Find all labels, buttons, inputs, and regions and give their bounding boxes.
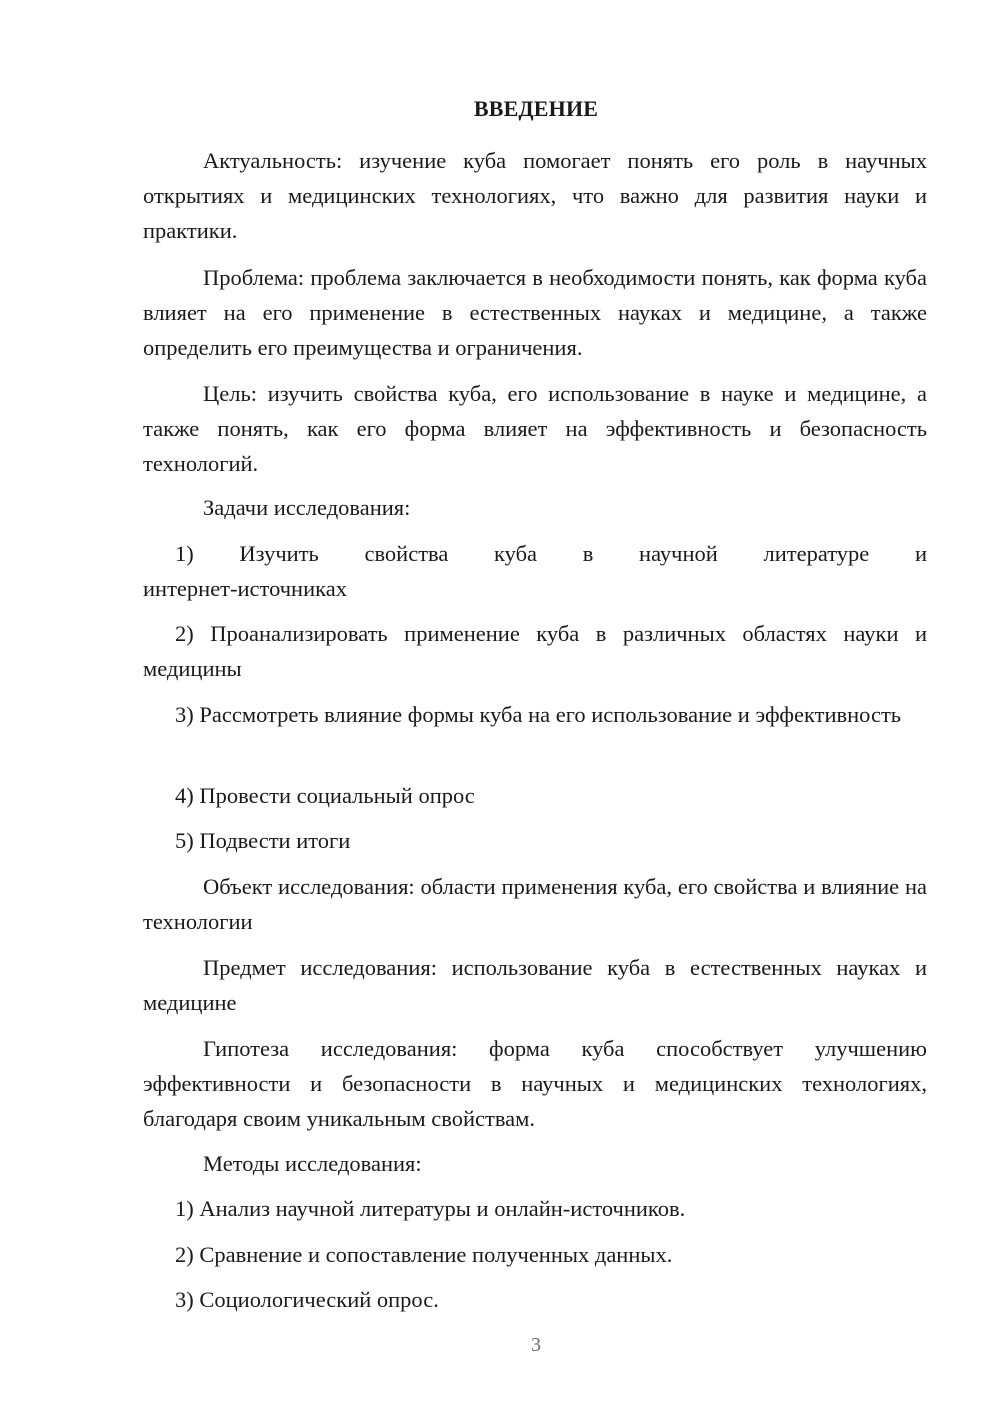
tasks-heading: Задачи исследования:: [203, 495, 411, 520]
method-item-2: 2) Сравнение и сопоставление полученных данных.: [175, 1242, 673, 1267]
task-item-2: 2) Проанализировать применение куба в различных областях науки и медицины: [143, 621, 927, 681]
paragraph-problem: Проблема: проблема заключается в необходимости понять, как форма куба влияет на его применение в естественных науках и медицине, а также определить его преимущества и ограничения.: [143, 265, 927, 360]
paragraph-object: Объект исследования: области применения куба, его свойства и влияние на технологии: [143, 874, 927, 934]
method-item-1: 1) Анализ научной литературы и онлайн-источников.: [175, 1196, 686, 1221]
task-item-1-line-1: 1) Изучить свойства куба в научной литературе и: [175, 541, 927, 566]
paragraph-relevance: Актуальность: изучение куба помогает понять его роль в научных открытиях и медицинских технологиях, что важно для развития науки и практики.: [143, 148, 927, 243]
page-title: ВВЕДЕНИЕ: [473, 96, 599, 121]
page-number: 3: [531, 1334, 541, 1356]
methods-heading: Методы исследования:: [203, 1151, 422, 1176]
paragraph-goal: Цель: изучить свойства куба, его использование в науке и медицине, а также понять, как его форма влияет на эффективность и безопасность технологий.: [143, 381, 927, 476]
task-item-1-line-2: интернет-источниках: [143, 576, 347, 601]
method-item-3: 3) Социологический опрос.: [175, 1287, 439, 1312]
task-item-4: 4) Провести социальный опрос: [175, 783, 475, 808]
paragraph-subject: Предмет исследования: использование куба в естественных науках и медицине: [143, 955, 927, 1015]
task-item-3: 3) Рассмотреть влияние формы куба на его использование и эффективность: [175, 702, 902, 727]
task-item-5: 5) Подвести итоги: [175, 828, 351, 853]
paragraph-hypothesis: Гипотеза исследования: форма куба способствует улучшению эффективности и безопасности в научных и медицинских технологиях, благодаря своим уникальным свойствам.: [143, 1036, 927, 1131]
